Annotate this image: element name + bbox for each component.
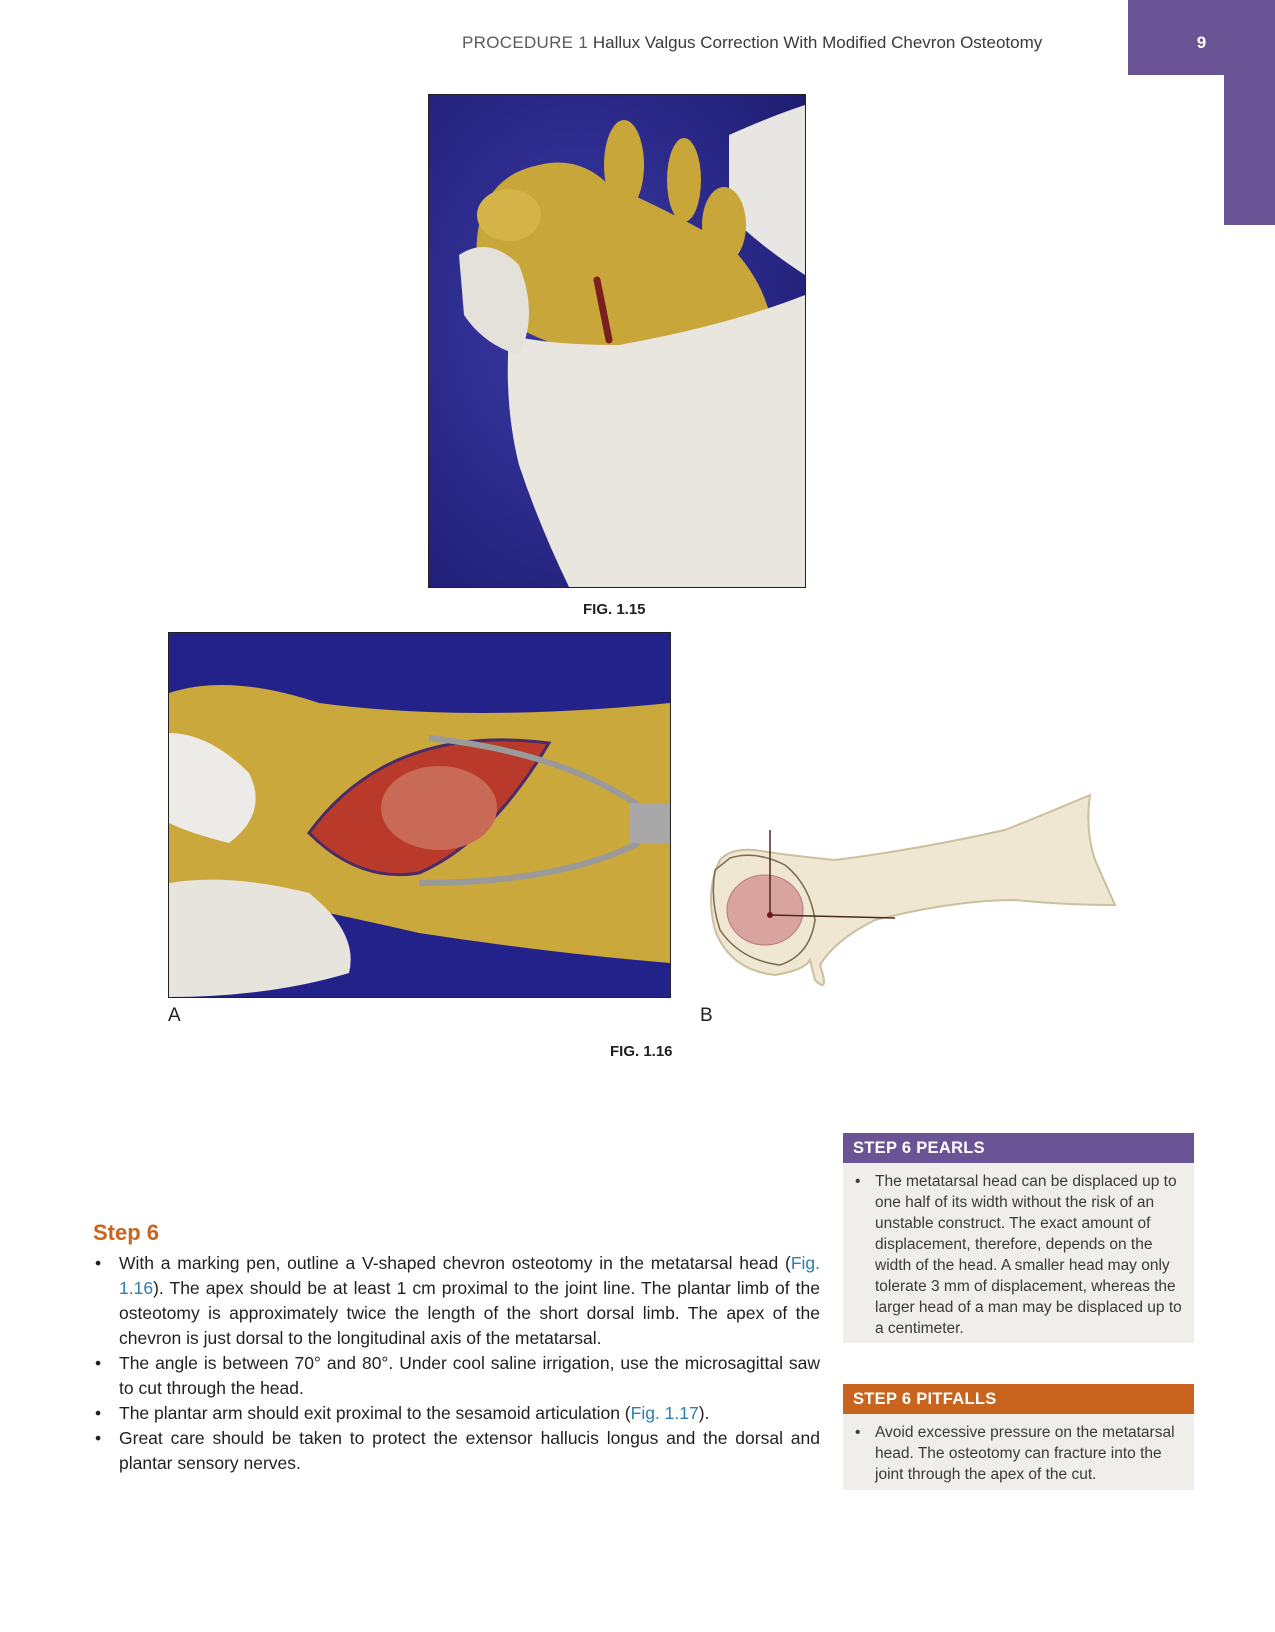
step-bullet: • With a marking pen, outline a V-shaped chevron osteotomy in the metatarsal head (Fig. 1.16). The apex should be at least 1 cm proximal to the joint line. The plantar limb of the osteotomy is approximately twice the length of the short dorsal limb. The apex of the chevron is just dorsal to the longitudinal axis of the metatarsal. <box>93 1251 820 1351</box>
pearl-item: • The metatarsal head can be displaced up to one half of its width without the risk of an unstable construct. The exact amount of displacement, therefore, depends on the width of the head. A smaller head may only tolerate 3 mm of displacement, whereas the larger head of a man may be displaced up to a centimeter. <box>875 1171 1184 1339</box>
fig-1-16b-illustration <box>695 790 1120 1000</box>
figure-reference-link[interactable]: Fig. 1.17 <box>630 1403 699 1423</box>
pitfalls-list <box>843 1414 1194 1495</box>
step-6-heading: Step 6 <box>93 1220 160 1245</box>
pearls-list <box>843 1163 1194 1349</box>
step-bullet: • The angle is between 70° and 80°. Under cool saline irrigation, use the microsagittal saw to cut through the head. <box>93 1351 820 1401</box>
fig-1-15-caption: FIG. 1.15 <box>583 601 646 618</box>
procedure-title: Hallux Valgus Correction With Modified Chevron Osteotomy <box>592 33 1043 52</box>
step-6-bullet-list <box>93 1251 820 1476</box>
fig-1-16a-photo <box>168 632 671 998</box>
step-6-pitfalls-box <box>843 1384 1194 1490</box>
running-header <box>462 33 1082 53</box>
procedure-label: PROCEDURE 1 <box>462 33 589 52</box>
step-bullet: • Great care should be taken to protect the extensor hallucis longus and the dorsal and plantar sensory nerves. <box>93 1426 820 1476</box>
pitfall-item: • Avoid excessive pressure on the metatarsal head. The osteotomy can fracture into the joint through the apex of the cut. <box>875 1422 1184 1485</box>
chapter-side-tab <box>1224 75 1275 225</box>
figure-reference-link[interactable]: Fig. 1.16 <box>119 1253 820 1298</box>
step-6-pearls-box <box>843 1133 1194 1343</box>
pearls-title: STEP 6 PEARLS <box>843 1133 1194 1163</box>
page-number-tab <box>1128 0 1275 75</box>
step-bullet: • The plantar arm should exit proximal to the sesamoid articulation (Fig. 1.17). <box>93 1401 820 1426</box>
fig-1-15-photo <box>428 94 806 588</box>
fig-1-16-caption: FIG. 1.16 <box>610 1043 673 1060</box>
fig-1-16-panel-b-label: B <box>700 1005 713 1026</box>
pitfalls-title: STEP 6 PITFALLS <box>843 1384 1194 1414</box>
fig-1-16-panel-a-label: A <box>168 1005 181 1026</box>
page-number: 9 <box>1196 33 1207 52</box>
